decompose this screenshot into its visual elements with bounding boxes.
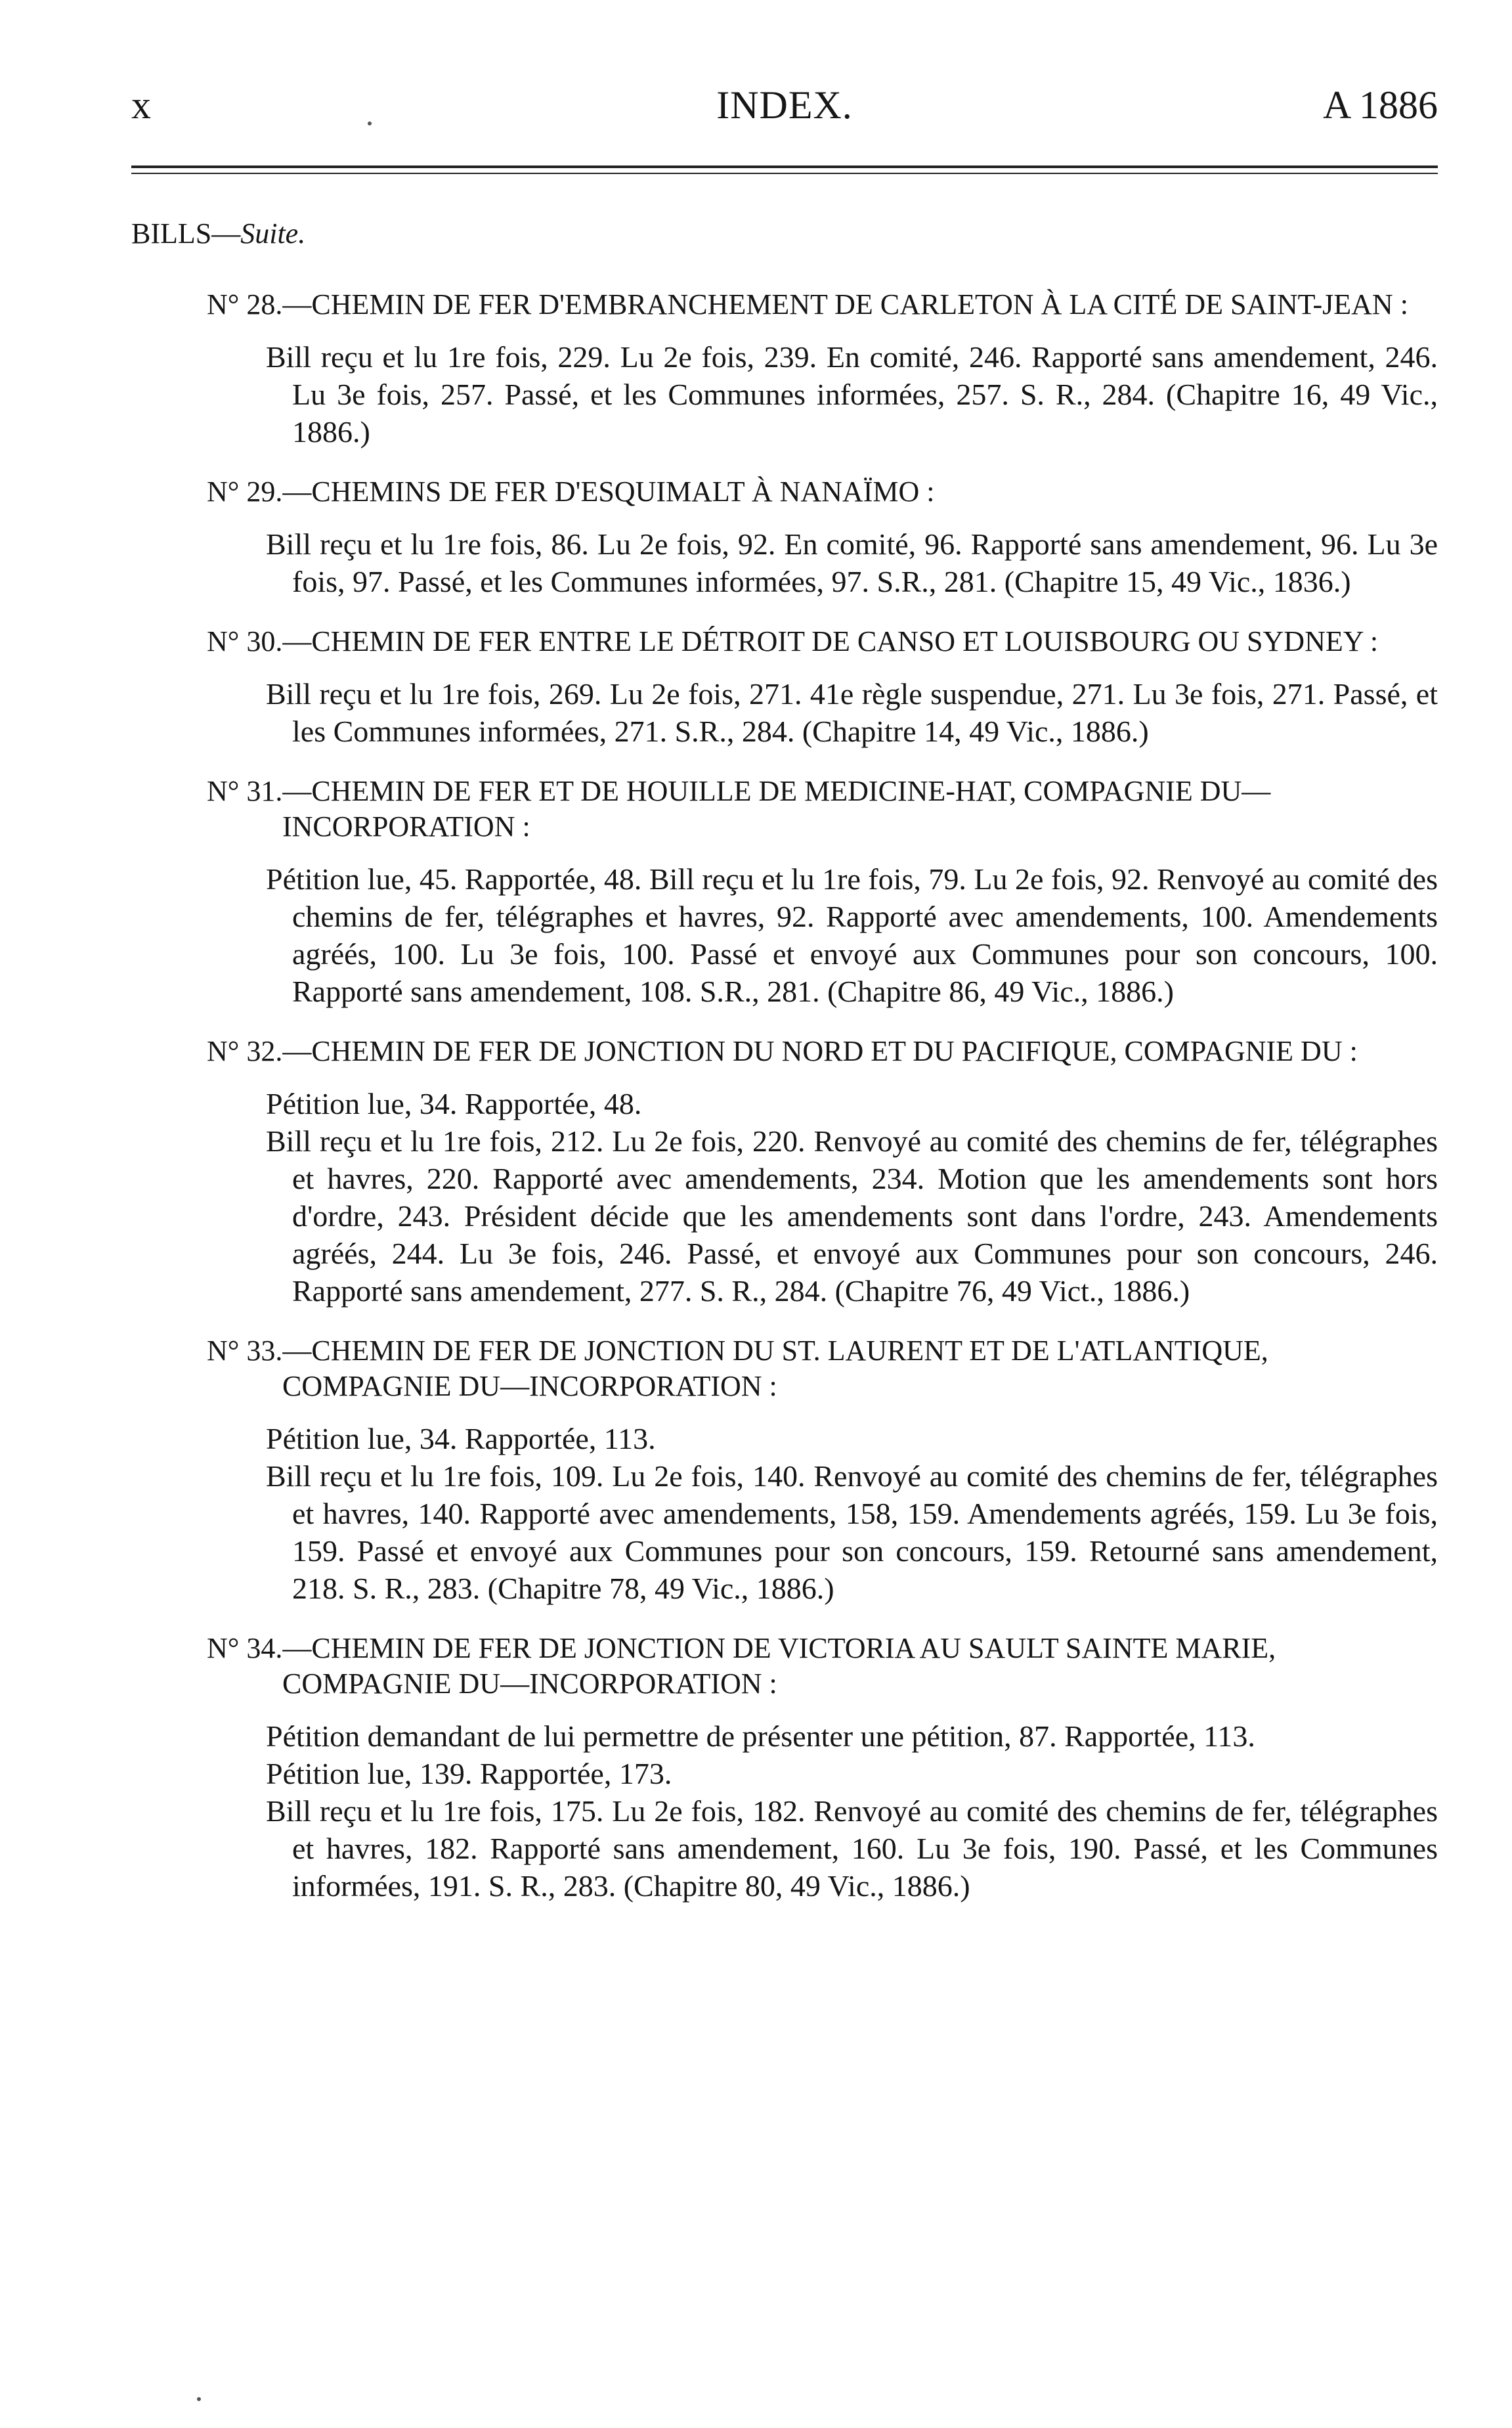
entry-title: CHEMIN DE FER ET DE HOUILLE DE MEDICINE-HAT, COMPAGNIE DU—INCORPORATION : <box>282 775 1271 843</box>
print-speck <box>368 121 372 125</box>
entry-paragraph: Bill reçu et lu 1re fois, 212. Lu 2e fois, 220. Renvoyé au comité des chemins de fer, télégraphes et havres, 220. Rapporté avec amendements, 234. Motion que les amendements sont hors d'ordre, 243. Président décide que les amendements sont dans l'ordre, 243. Amendements agréés, 244. Lu 3e fois, 246. Passé, et envoyé aux Communes pour son concours, 246. Rapporté sans amendement, 277. S. R., 284. (Chapitre 76, 49 Vict., 1886.) <box>266 1124 1438 1308</box>
entry-number: N° 31. <box>207 775 283 807</box>
entry-paragraph: Pétition lue, 139. Rapportée, 173. <box>266 1757 672 1790</box>
entry-number: N° 30. <box>207 625 283 657</box>
entry-body <box>266 675 1438 750</box>
entry-paragraph: Bill reçu et lu 1re fois, 86. Lu 2e fois, 92. En comité, 96. Rapporté sans amendement, 96. Lu 3e fois, 97. Passé, et les Communes informées, 97. S.R., 281. (Chapitre 15, 49 Vic., 1836.) <box>266 527 1438 598</box>
bill-entry <box>131 774 1438 1010</box>
entry-body <box>266 338 1438 451</box>
entry-paragraph: Bill reçu et lu 1re fois, 175. Lu 2e fois, 182. Renvoyé au comité des chemins de fer, télégraphes et havres, 182. Rapporté sans amendement, 160. Lu 3e fois, 190. Passé, et les Communes informées, 191. S. R., 283. (Chapitre 80, 49 Vic., 1886.) <box>266 1794 1438 1903</box>
print-speck <box>197 2397 201 2401</box>
entry-body <box>266 525 1438 600</box>
header-rule-thick <box>131 166 1438 168</box>
bill-entry <box>131 1631 1438 1905</box>
bill-entry <box>131 287 1438 451</box>
entry-paragraph: Pétition lue, 34. Rapportée, 48. <box>266 1087 642 1120</box>
entry-body <box>266 1085 1438 1310</box>
section-heading: BILLS—Suite. <box>131 217 306 250</box>
index-content <box>131 217 1438 1928</box>
section-title: BILLS <box>131 217 212 250</box>
entry-paragraph: Bill reçu et lu 1re fois, 229. Lu 2e fois, 239. En comité, 246. Rapporté sans amendement, 246. Lu 3e fois, 257. Passé, et les Communes informées, 257. S. R., 284. (Chapitre 16, 49 Vic., 1886.) <box>266 340 1438 449</box>
entry-paragraph: Pétition demandant de lui permettre de présenter une pétition, 87. Rapportée, 113. <box>266 1719 1255 1753</box>
entry-title: CHEMIN DE FER DE JONCTION DE VICTORIA AU SAULT SAINTE MARIE, COMPAGNIE DU—INCORPORATION : <box>282 1632 1276 1700</box>
entry-heading: N° 33.—CHEMIN DE FER DE JONCTION DU ST. LAURENT ET DE L'ATLANTIQUE, COMPAGNIE DU—INCORPORATION : <box>207 1335 1268 1402</box>
entry-number: N° 34. <box>207 1632 283 1664</box>
entry-paragraph: Pétition lue, 45. Rapportée, 48. Bill reçu et lu 1re fois, 79. Lu 2e fois, 92. Renvoyé au comité des chemins de fer, télégraphes et havres, 92. Rapporté avec amendements, 100. Amendements agréés, 100. Lu 3e fois, 100. Passé et envoyé aux Communes pour son concours, 100. Rapporté sans amendement, 108. S.R., 281. (Chapitre 86, 49 Vic., 1886.) <box>266 862 1438 1008</box>
entry-number: N° 28. <box>207 288 283 320</box>
entry-heading: N° 28.—CHEMIN DE FER D'EMBRANCHEMENT DE CARLETON À LA CITÉ DE SAINT-JEAN : <box>207 288 1408 320</box>
entry-body <box>266 860 1438 1010</box>
running-header <box>131 79 1438 131</box>
entry-paragraph: Bill reçu et lu 1re fois, 269. Lu 2e fois, 271. 41e règle suspendue, 271. Lu 3e fois, 271. Passé, et les Communes informées, 271. S.R., 284. (Chapitre 14, 49 Vic., 1886.) <box>266 677 1438 748</box>
entry-paragraph: Pétition lue, 34. Rapportée, 113. <box>266 1422 656 1455</box>
entry-heading: N° 31.—CHEMIN DE FER ET DE HOUILLE DE MEDICINE-HAT, COMPAGNIE DU—INCORPORATION : <box>207 775 1271 843</box>
entry-title: CHEMINS DE FER D'ESQUIMALT À NANAÏMO : <box>311 475 935 508</box>
entry-title: CHEMIN DE FER DE JONCTION DU NORD ET DU PACIFIQUE, COMPAGNIE DU : <box>311 1035 1358 1067</box>
page-number: x <box>131 83 151 127</box>
entry-heading: N° 32.—CHEMIN DE FER DE JONCTION DU NORD ET DU PACIFIQUE, COMPAGNIE DU : <box>207 1035 1358 1067</box>
entry-number: N° 29. <box>207 475 283 508</box>
entry-number: N° 33. <box>207 1335 283 1367</box>
entry-title: CHEMIN DE FER D'EMBRANCHEMENT DE CARLETON À LA CITÉ DE SAINT-JEAN : <box>311 288 1408 320</box>
page-title: INDEX. <box>716 83 853 127</box>
entry-body <box>266 1420 1438 1607</box>
entry-number: N° 32. <box>207 1035 283 1067</box>
header-rule-thin <box>131 173 1438 174</box>
entry-heading: N° 29.—CHEMINS DE FER D'ESQUIMALT À NANAÏMO : <box>207 475 935 508</box>
bill-entry <box>131 1034 1438 1310</box>
bill-entry <box>131 474 1438 600</box>
entry-title: CHEMIN DE FER DE JONCTION DU ST. LAURENT ET DE L'ATLANTIQUE, COMPAGNIE DU—INCORPORATION : <box>282 1335 1268 1402</box>
bill-entry <box>131 1333 1438 1607</box>
entry-heading: N° 34.—CHEMIN DE FER DE JONCTION DE VICTORIA AU SAULT SAINTE MARIE, COMPAGNIE DU—INCORPORATION : <box>207 1632 1276 1700</box>
entry-paragraph: Bill reçu et lu 1re fois, 109. Lu 2e fois, 140. Renvoyé au comité des chemins de fer, télégraphes et havres, 140. Rapporté avec amendements, 158, 159. Amendements agréés, 159. Lu 3e fois, 159. Passé et envoyé aux Communes pour son concours, 159. Retourné sans amendement, 218. S. R., 283. (Chapitre 78, 49 Vic., 1886.) <box>266 1459 1438 1605</box>
entry-body <box>266 1717 1438 1905</box>
bill-entry <box>131 624 1438 750</box>
header-rule <box>131 166 1438 179</box>
entry-heading: N° 30.—CHEMIN DE FER ENTRE LE DÉTROIT DE CANSO ET LOUISBOURG OU SYDNEY : <box>207 625 1379 657</box>
year-label: A 1886 <box>1322 83 1438 127</box>
section-suffix: Suite. <box>240 217 306 250</box>
entry-title: CHEMIN DE FER ENTRE LE DÉTROIT DE CANSO ET LOUISBOURG OU SYDNEY : <box>311 625 1379 657</box>
